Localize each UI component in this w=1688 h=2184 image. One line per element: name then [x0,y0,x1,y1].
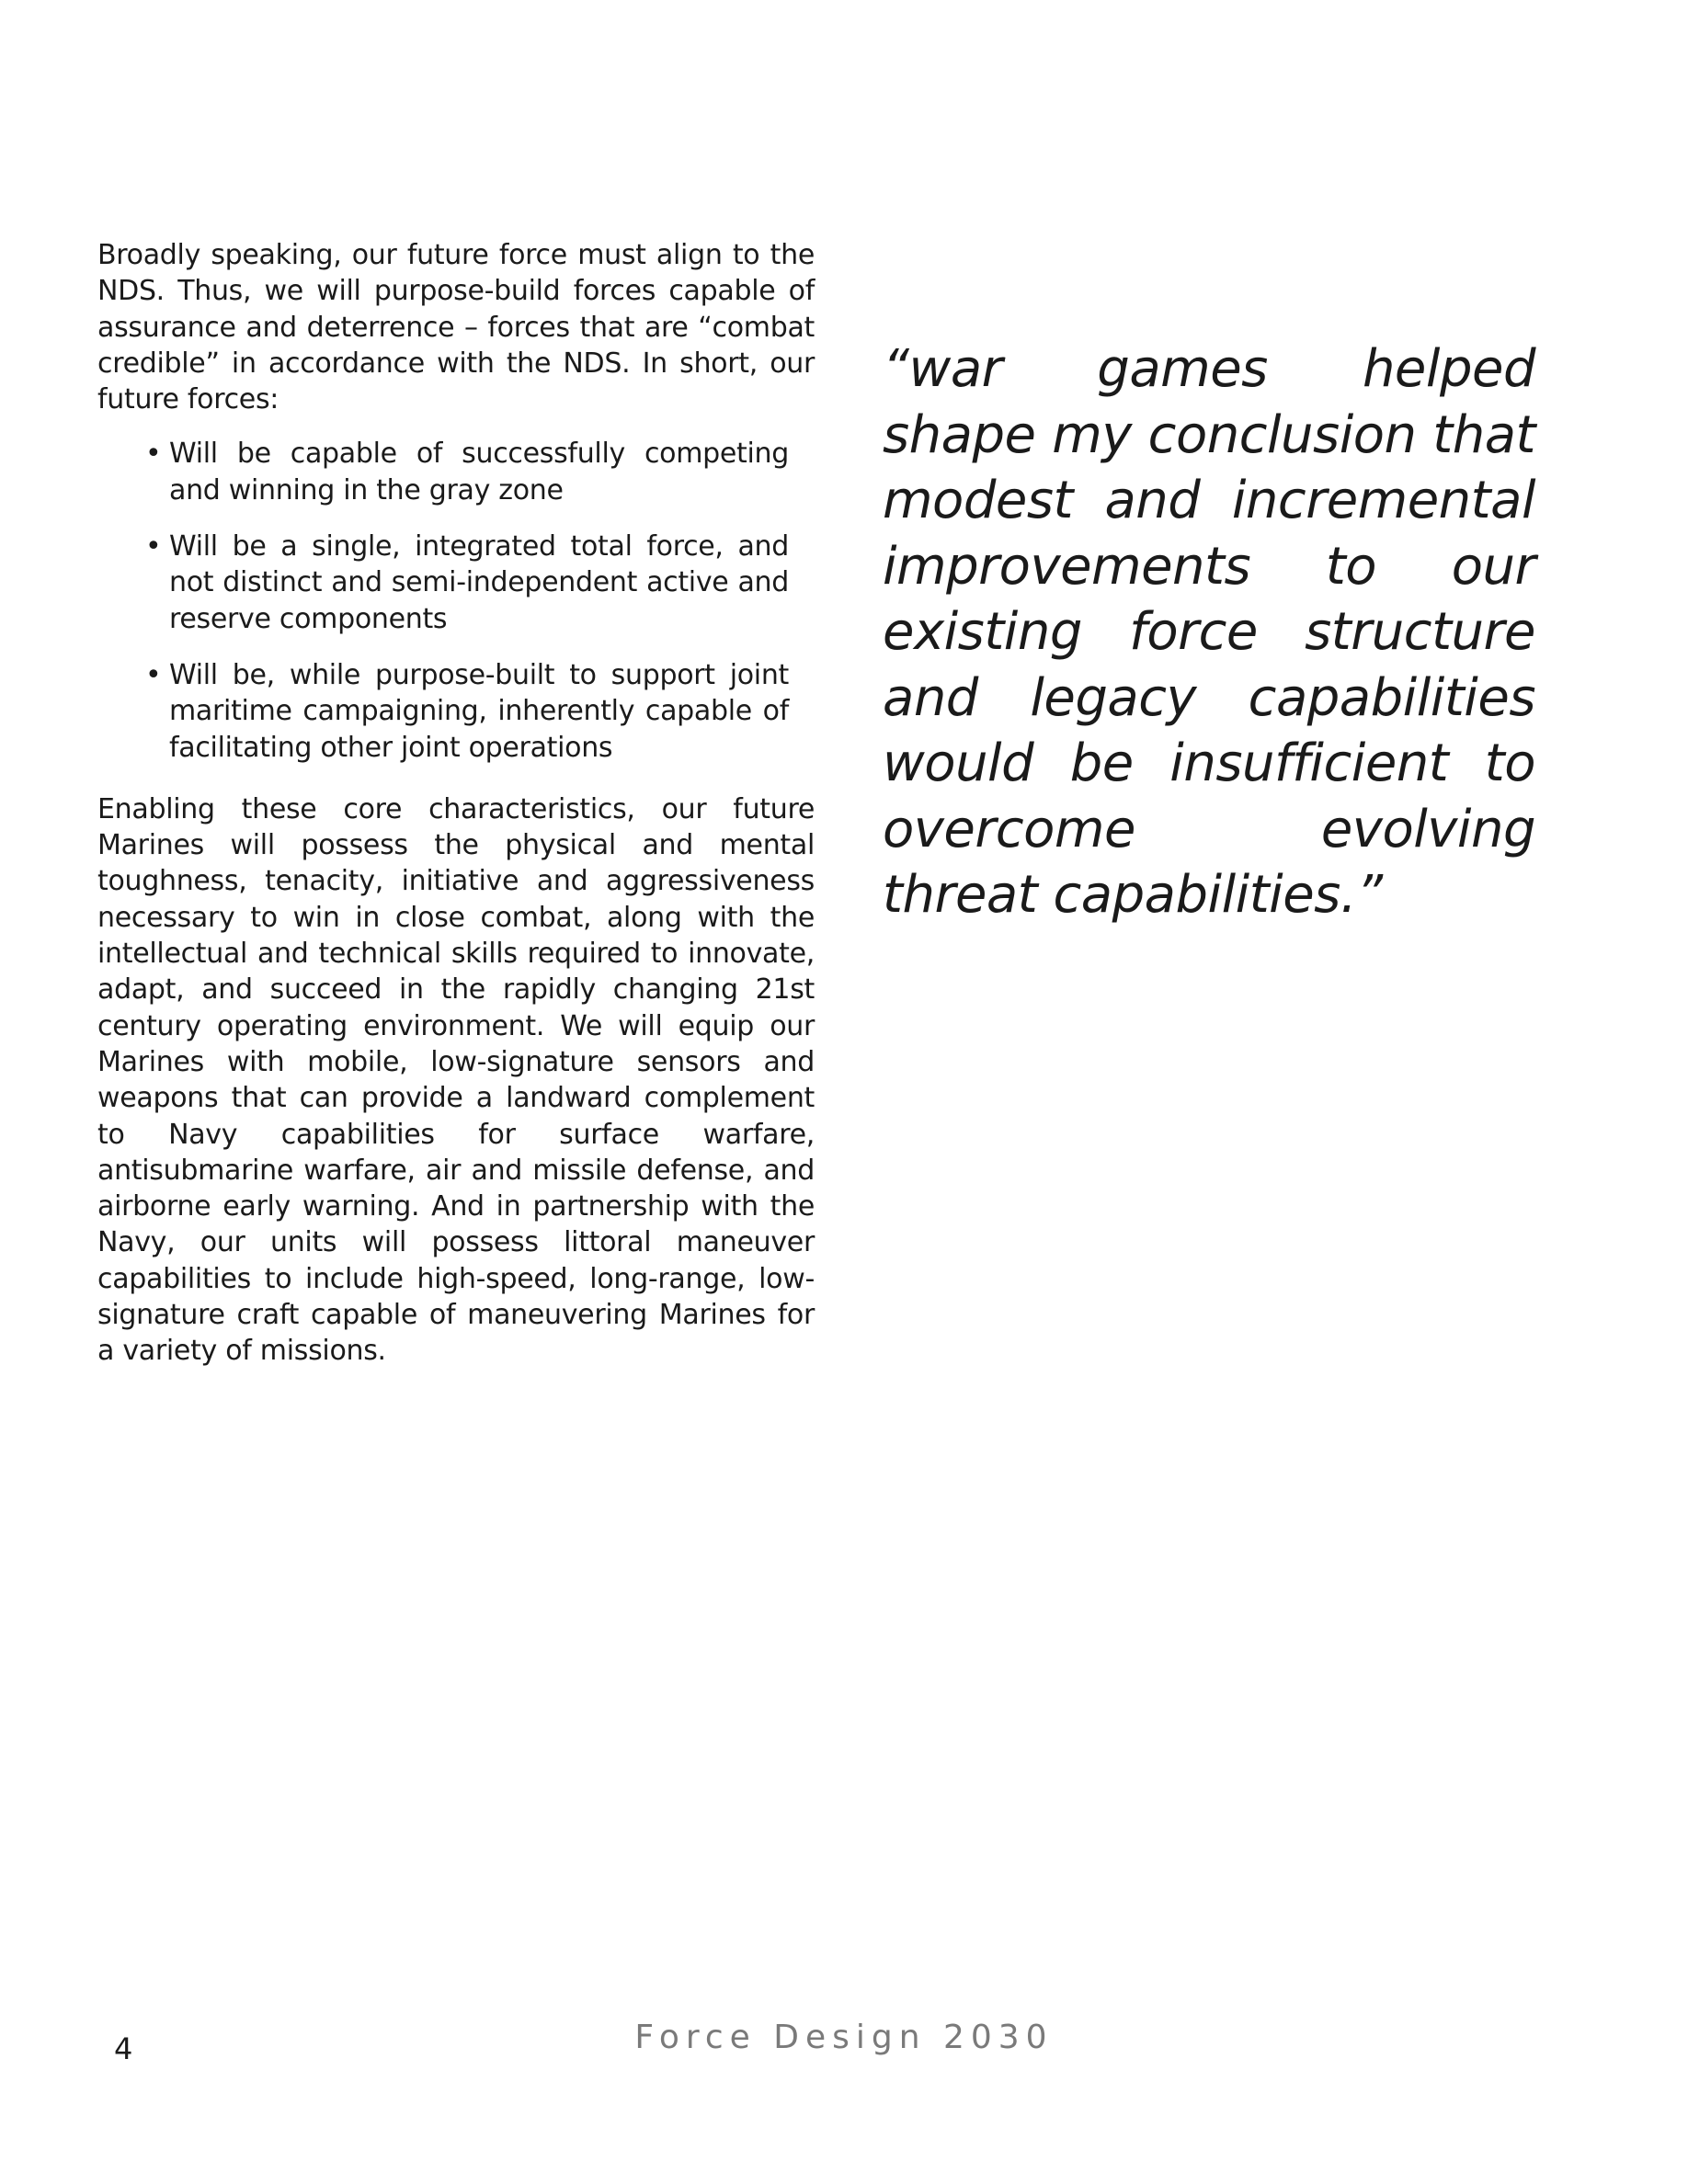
list-item: • Will be, while purpose-built to support joint maritime campaigning, inherently capable of facilitating other joint operations [145,657,789,766]
body-column [97,237,815,1370]
footer-title: Force Design 2030 [634,2019,1054,2056]
list-item: • Will be a single, integrated total force, and not distinct and semi-independent active and reserve components [145,529,789,637]
pull-quote: “war games helped shape my conclusion that modest and incremental improvements to our existing force structure and legacy capabilities would be insufficient to overcome evolving threat capabilities.” [883,339,1535,925]
second-paragraph: Enabling these core characteristics, our future Marines will possess the physical and mental toughness, tenacity, initiative and aggressiveness necessary to win in close combat, along with the intellectual and technical skills required to innovate, adapt, and succeed in the rapidly changing 21st century operating environment. We will equip our Marines with mobile, low-signature sensors and weapons that can provide a landward complement to Navy capabilities for surface warfare, antisubmarine warfare, air and missile defense, and airborne early warning. And in partnership with the Navy, our units will possess littoral maneuver capabilities to include high-speed, long-range, low-signature craft capable of maneuvering Marines for a variety of missions. [97,792,815,1368]
page-number: 4 [114,2031,133,2066]
list-item: • Will be capable of successfully competing and winning in the gray zone [145,436,789,508]
intro-paragraph: Broadly speaking, our future force must align to the NDS. Thus, we will purpose-build forces capable of assurance and deterrence – forces that are “combat credible” in accordance with the NDS. In short, our future forces: [97,239,815,416]
bullet-list [97,436,789,765]
